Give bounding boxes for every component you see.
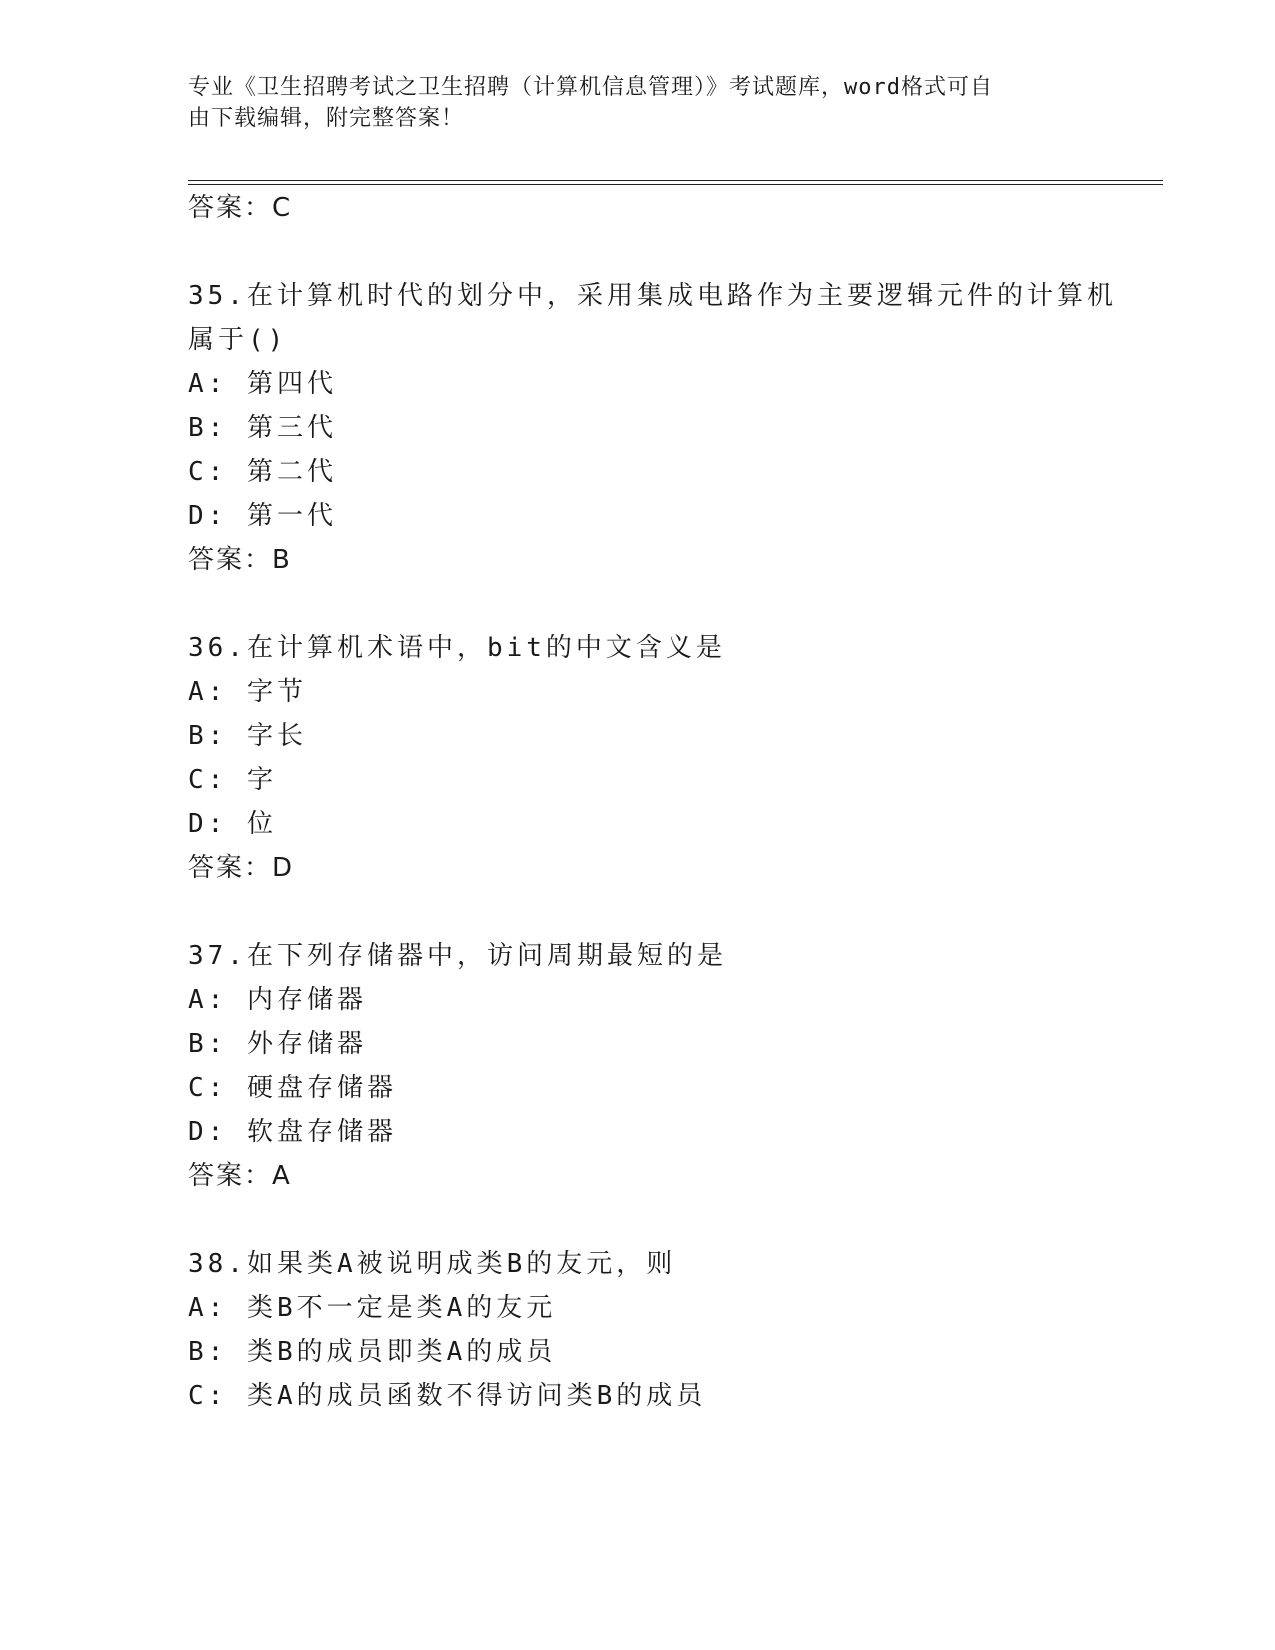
header-line-1: 专业《卫生招聘考试之卫生招聘（计算机信息管理）》考试题库，word格式可自 — [188, 75, 993, 100]
question-38-option-b: B: 类B的成员即类A的成员 — [188, 1337, 557, 1367]
question-35-option-a: A: 第四代 — [188, 369, 337, 399]
question-37-stem: 37.在下列存储器中，访问周期最短的是 — [188, 941, 727, 971]
question-36-option-d: D: 位 — [188, 809, 277, 839]
header-line-2: 由下载编辑，附完整答案！ — [188, 106, 465, 131]
question-35-option-d: D: 第一代 — [188, 501, 337, 531]
question-35-answer: 答案：B — [188, 545, 292, 575]
question-38-stem: 38.如果类A被说明成类B的友元，则 — [188, 1249, 677, 1279]
answer-prev: 答案：C — [188, 193, 293, 223]
header-divider-bottom — [188, 184, 1163, 185]
question-35-stem: 35.在计算机时代的划分中，采用集成电路作为主要逻辑元件的计算机 — [188, 281, 1117, 311]
question-35-option-b: B: 第三代 — [188, 413, 337, 443]
question-36-answer: 答案：D — [188, 853, 295, 883]
document-header — [188, 72, 1088, 134]
question-35-option-c: C: 第二代 — [188, 457, 337, 487]
question-36-option-b: B: 字长 — [188, 721, 307, 751]
question-37-option-a: A: 内存储器 — [188, 985, 367, 1015]
question-37-option-c: C: 硬盘存储器 — [188, 1073, 397, 1103]
question-38-option-c: C: 类A的成员函数不得访问类B的成员 — [188, 1381, 707, 1411]
question-38-option-a: A: 类B不一定是类A的友元 — [188, 1293, 557, 1323]
question-36-option-c: C: 字 — [188, 765, 277, 795]
question-36-option-a: A: 字节 — [188, 677, 307, 707]
question-37-option-b: B: 外存储器 — [188, 1029, 367, 1059]
question-36-stem: 36.在计算机术语中，bit的中文含义是 — [188, 633, 726, 663]
question-35-stem-cont: 属于() — [188, 325, 288, 355]
question-37-answer: 答案：A — [188, 1161, 292, 1191]
header-divider-top — [188, 180, 1163, 181]
question-37-option-d: D: 软盘存储器 — [188, 1117, 397, 1147]
